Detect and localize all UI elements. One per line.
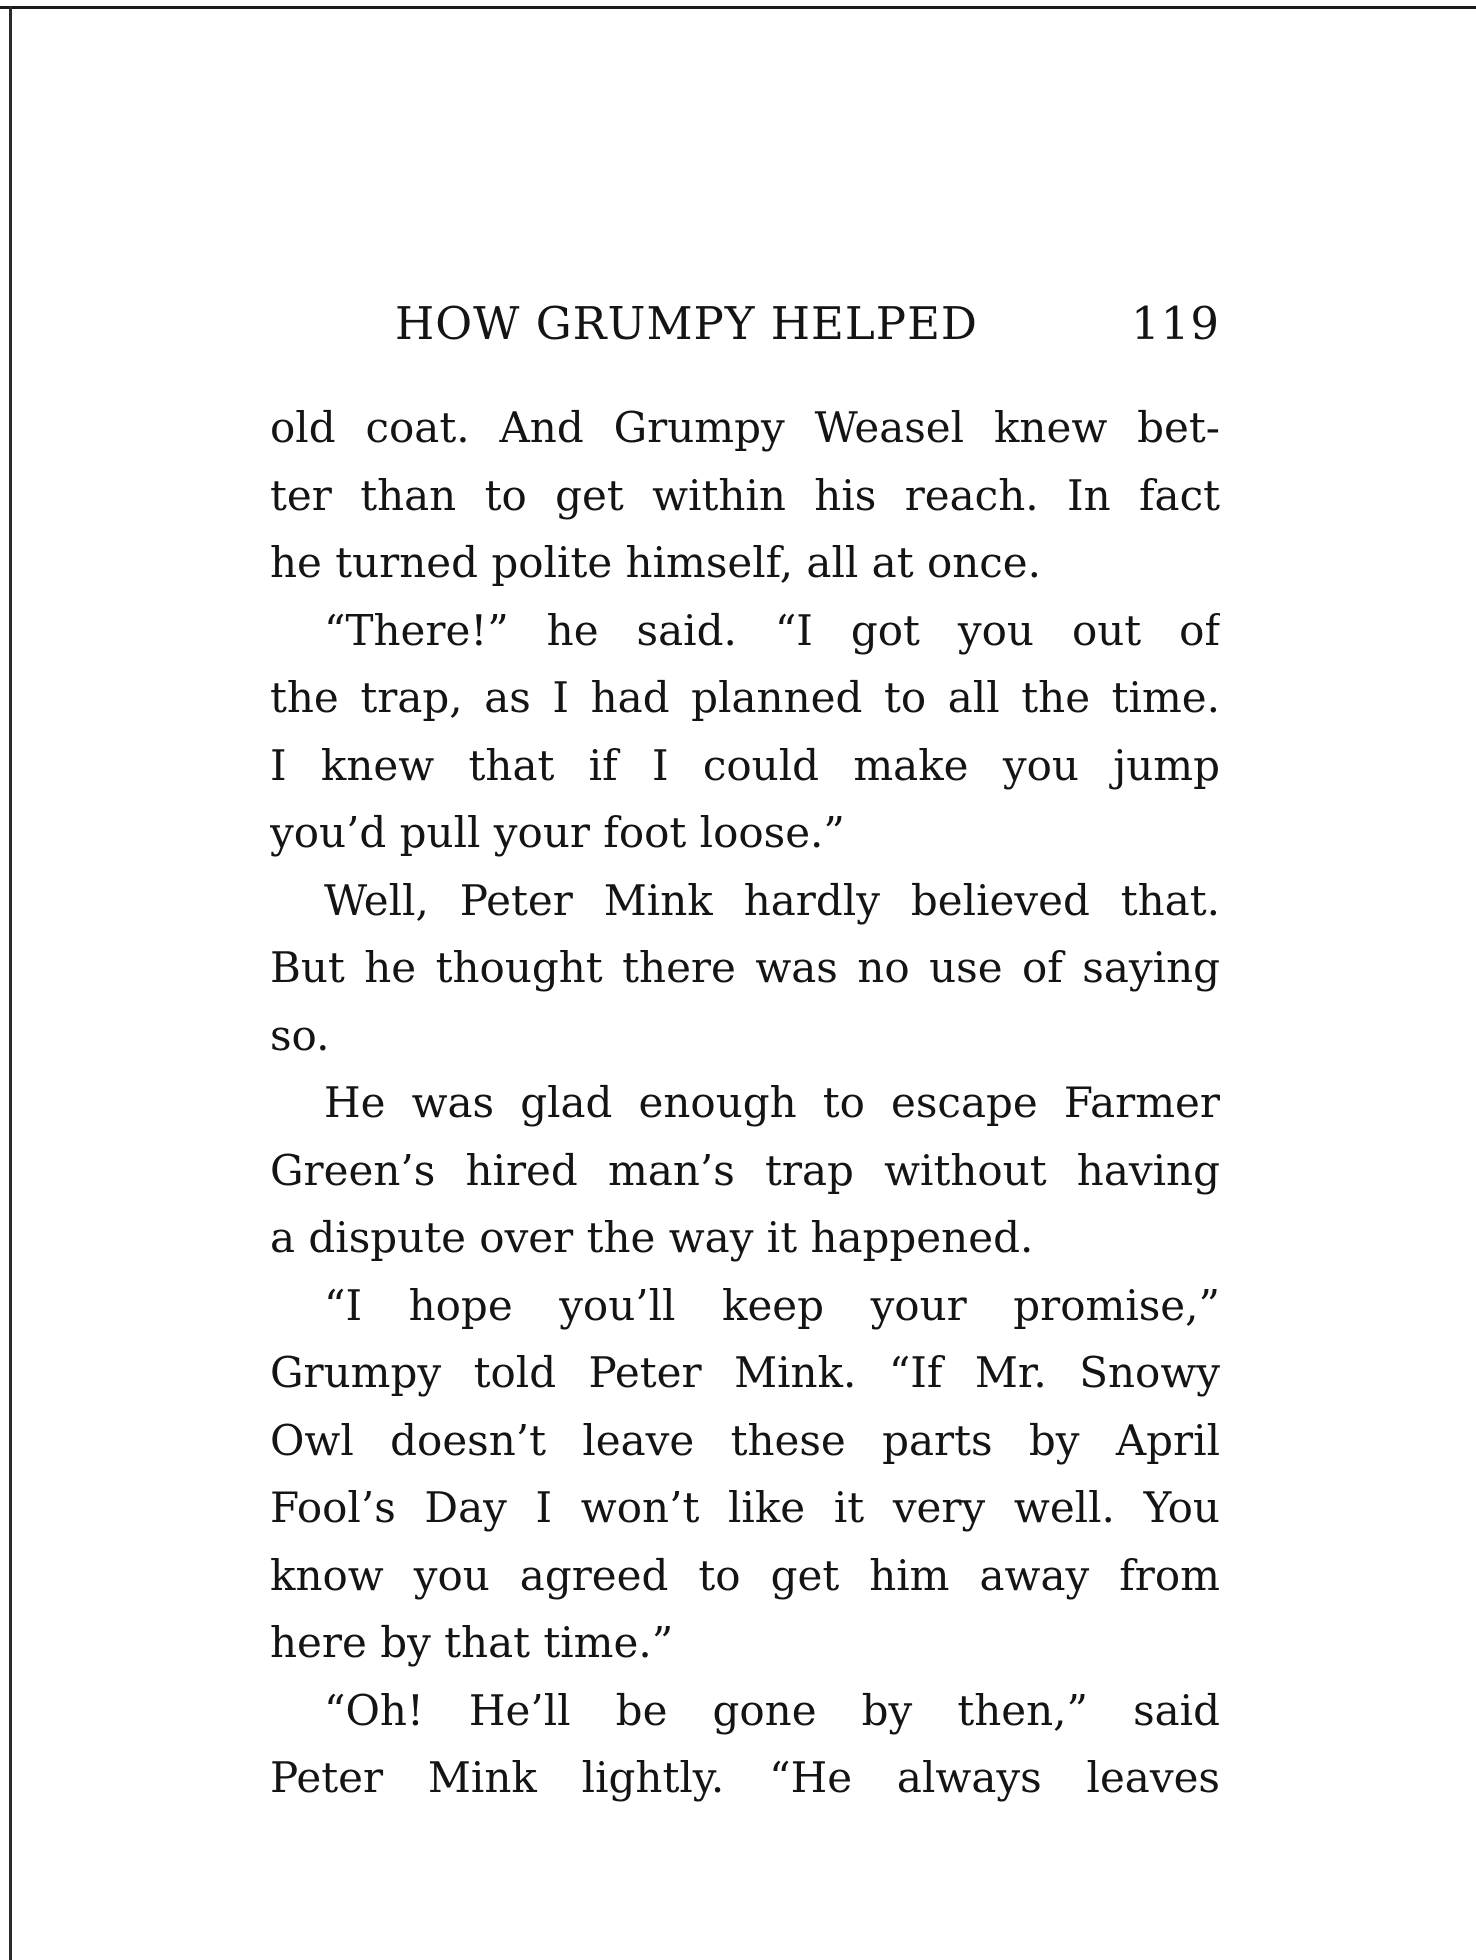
text-line: ter than to get within his reach. In fact [270, 470, 1220, 520]
body-text [270, 394, 1220, 1812]
text-line: Peter Mink lightly. “He always leaves [270, 1753, 1220, 1802]
text-line: he turned polite himself, all at once. [270, 538, 1042, 587]
running-head [270, 294, 1220, 354]
text-line: He was glad enough to escape Farmer [324, 1078, 1220, 1127]
text-line: Owl doesn’t leave these parts by April [270, 1415, 1220, 1465]
text-line: Well, Peter Mink hardly believed that. [324, 875, 1220, 925]
text-line: so. [270, 1010, 330, 1060]
text-line: the trap, as I had planned to all the time. [270, 673, 1220, 722]
text-line: you’d pull your foot loose.” [270, 808, 845, 857]
top-border-line [0, 6, 1476, 9]
text-line: But he thought there was no use of saying [270, 943, 1220, 992]
running-title: HOW GRUMPY HELPED [395, 297, 978, 350]
text-line: Grumpy told Peter Mink. “If Mr. Snowy [270, 1348, 1220, 1397]
text-line: “Oh! He’ll be gone by then,” said [324, 1685, 1220, 1735]
text-line: Fool’s Day I won’t like it very well. You [270, 1483, 1220, 1532]
text-line: I knew that if I could make you jump [270, 740, 1220, 790]
text-line: “I hope you’ll keep your promise,” [324, 1280, 1220, 1330]
text-line: “There!” he said. “I got you out of [324, 605, 1220, 655]
text-line: old coat. And Grumpy Weasel knew bet- [270, 403, 1220, 452]
text-line: know you agreed to get him away from [270, 1550, 1220, 1600]
text-line: here by that time.” [270, 1618, 674, 1667]
page-number: 119 [1131, 297, 1220, 350]
text-line: Green’s hired man’s trap without having [270, 1145, 1220, 1195]
text-line: a dispute over the way it happened. [270, 1213, 1034, 1262]
left-border-line [9, 6, 12, 1960]
